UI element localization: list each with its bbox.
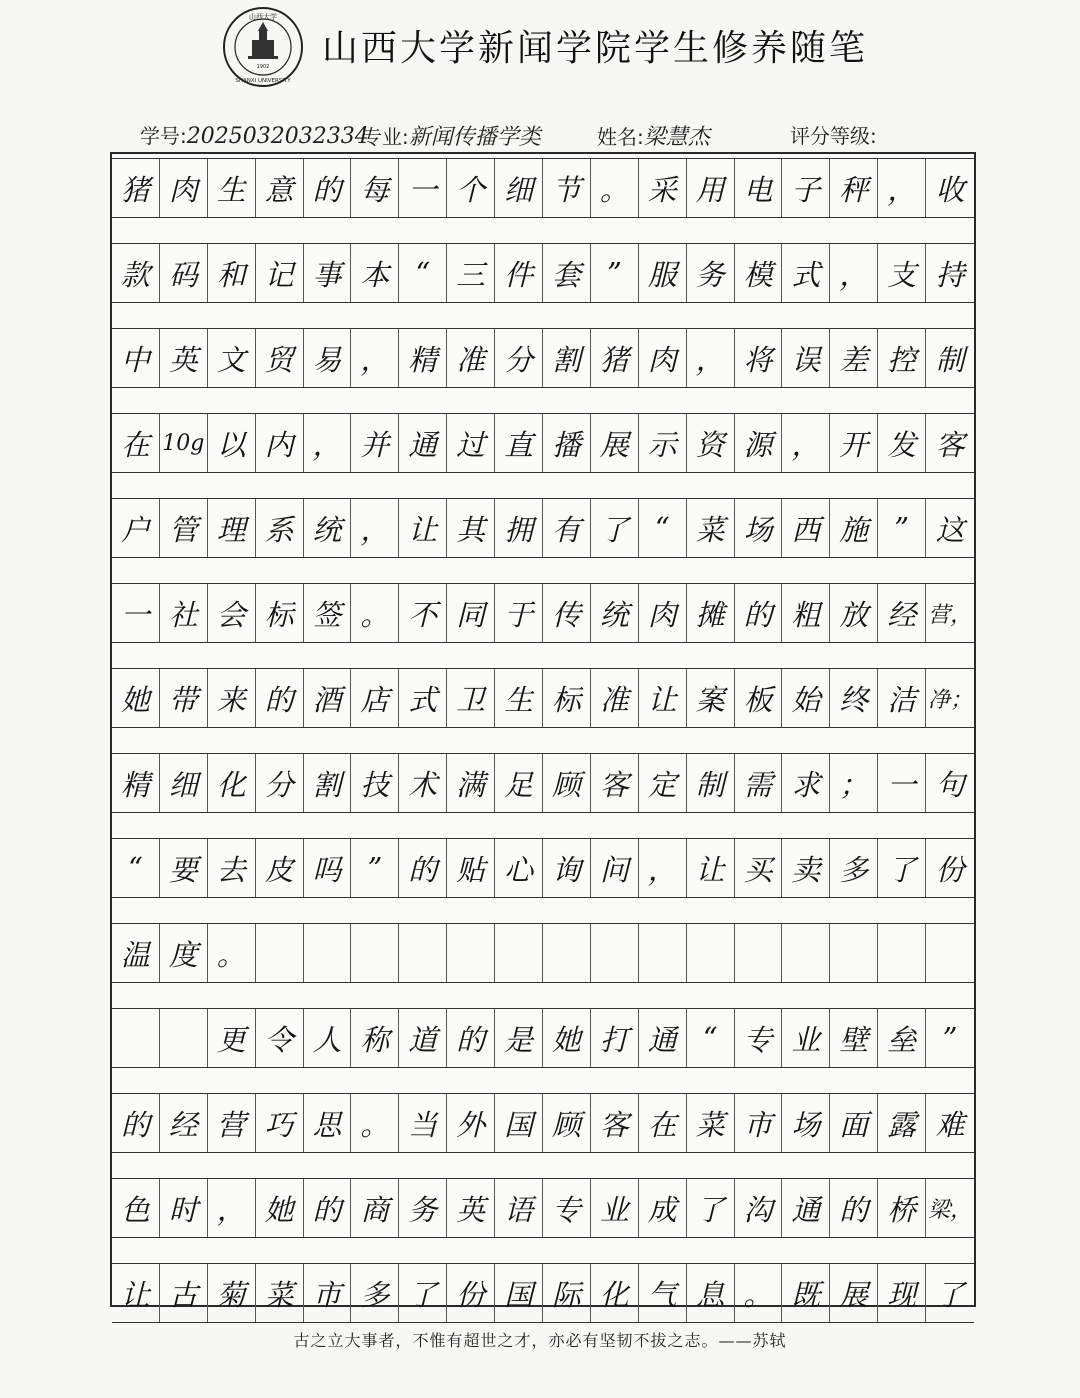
grid-cell: 让 — [639, 669, 687, 727]
grid-cell: 息 — [687, 1264, 735, 1322]
grid-cell: 场 — [782, 1094, 830, 1152]
university-seal-icon — [222, 6, 304, 88]
grid-cell: 制 — [935, 342, 965, 377]
grid-cell: 营， — [928, 602, 973, 628]
grid-cell: 带 — [160, 669, 208, 727]
footer-quote: 古之立大事者，不惟有超世之才，亦必有坚韧不拔之志。——苏轼 — [293, 1331, 787, 1350]
grid-cell — [304, 924, 352, 982]
grid-cell: 控 — [878, 329, 926, 387]
grid-cell: 肉 — [639, 584, 687, 642]
grid-cell: 商 — [351, 1179, 399, 1237]
grid-cell: 。 — [735, 1264, 783, 1322]
grade-label: 评分等级: — [790, 124, 877, 148]
grid-cell — [687, 924, 735, 982]
grid-cell — [782, 924, 830, 982]
grid-cell: 精 — [112, 754, 160, 812]
grid-cell: 示 — [639, 414, 687, 472]
grid-cell: 秤 — [830, 159, 878, 217]
grid-cell: 吗 — [304, 839, 352, 897]
grid-cell: 生 — [208, 159, 256, 217]
grid-cell: 顾 — [543, 1094, 591, 1152]
grid-cell: 制 — [687, 754, 735, 812]
grid-cell: ， — [830, 244, 878, 302]
grid-cell: 始 — [782, 669, 830, 727]
grid-cell: 问 — [591, 839, 639, 897]
major-label: 专业: — [362, 125, 409, 149]
grid-cell: 既 — [782, 1264, 830, 1322]
grid-cell: 用 — [687, 159, 735, 217]
grid-row — [112, 413, 974, 473]
grid-cell: 营 — [208, 1094, 256, 1152]
svg-text:山西大学: 山西大学 — [249, 13, 277, 21]
grid-cell: 开 — [830, 414, 878, 472]
grid-row — [112, 498, 974, 558]
grid-cell: 10g — [160, 414, 208, 472]
grid-cell: 播 — [543, 414, 591, 472]
grid-cell: 定 — [639, 754, 687, 812]
grid-cell: 个 — [447, 159, 495, 217]
grid-row — [112, 583, 974, 643]
grid-row — [112, 1093, 974, 1153]
grid-cell: 收 — [935, 172, 965, 207]
grid-cell: 和 — [208, 244, 256, 302]
name-value: 梁慧杰 — [643, 125, 710, 150]
grid-cell: 。 — [591, 159, 639, 217]
grid-cell: 句 — [935, 767, 965, 802]
grid-cell: 贸 — [256, 329, 304, 387]
grid-cell: “ — [399, 244, 447, 302]
grid-cell: 她 — [256, 1179, 304, 1237]
grid-cell: 资 — [687, 414, 735, 472]
grid-cell: 成 — [639, 1179, 687, 1237]
grid-cell — [926, 924, 974, 982]
grid-cell: 壁 — [830, 1009, 878, 1067]
grid-cell: 梁， — [928, 1197, 973, 1223]
grid-cell: 意 — [256, 159, 304, 217]
grid-row — [112, 668, 974, 728]
grid-row — [112, 1263, 974, 1323]
grid-cell: 的 — [112, 1094, 160, 1152]
grid-cell: 打 — [591, 1009, 639, 1067]
grid-cell: 事 — [304, 244, 352, 302]
grid-cell: 件 — [495, 244, 543, 302]
grid-cell: 拥 — [495, 499, 543, 557]
grid-cell: 分 — [256, 754, 304, 812]
grid-cell: 一 — [399, 159, 447, 217]
grid-cell: 桥 — [878, 1179, 926, 1237]
grid-row — [112, 158, 974, 218]
grid-cell: 气 — [639, 1264, 687, 1322]
grid-cell: 客 — [591, 1094, 639, 1152]
grid-cell: 要 — [160, 839, 208, 897]
grid-cell: 去 — [208, 839, 256, 897]
grid-cell: 误 — [782, 329, 830, 387]
student-id-value: 2025032032334 — [186, 124, 369, 149]
grid-cell: ” — [591, 244, 639, 302]
grid-cell: 足 — [495, 754, 543, 812]
grid-cell: 满 — [447, 754, 495, 812]
grid-cell: 直 — [495, 414, 543, 472]
grid-cell: 通 — [639, 1009, 687, 1067]
grid-cell: 子 — [782, 159, 830, 217]
grid-cell: 称 — [351, 1009, 399, 1067]
grid-cell: 专 — [543, 1179, 591, 1237]
grid-cell: 的 — [447, 1009, 495, 1067]
grid-cell: 需 — [735, 754, 783, 812]
grid-cell: 色 — [112, 1179, 160, 1237]
grid-cell: 份 — [935, 852, 965, 887]
grid-cell: 标 — [543, 669, 591, 727]
grid-cell: 了 — [399, 1264, 447, 1322]
grid-cell: 准 — [591, 669, 639, 727]
grid-cell — [447, 924, 495, 982]
grid-cell: 市 — [735, 1094, 783, 1152]
grid-cell — [543, 924, 591, 982]
grid-cell: 化 — [208, 754, 256, 812]
grid-cell: 务 — [399, 1179, 447, 1237]
grid-cell: 的 — [735, 584, 783, 642]
grid-cell: 精 — [399, 329, 447, 387]
grid-cell: 经 — [878, 584, 926, 642]
grid-cell: 了 — [935, 1277, 965, 1312]
grid-cell: 度 — [160, 924, 208, 982]
grid-cell: 一 — [112, 584, 160, 642]
grid-cell: 于 — [495, 584, 543, 642]
grid-cell: 面 — [830, 1094, 878, 1152]
writing-grid — [110, 152, 976, 1312]
grid-cell: 式 — [782, 244, 830, 302]
grid-cell: 将 — [735, 329, 783, 387]
grid-cell: 案 — [687, 669, 735, 727]
grid-cell: 令 — [256, 1009, 304, 1067]
grid-cell: 客 — [591, 754, 639, 812]
grid-cell: 签 — [304, 584, 352, 642]
grid-cell: 人 — [304, 1009, 352, 1067]
grid-cell: 际 — [543, 1264, 591, 1322]
grid-cell: 询 — [543, 839, 591, 897]
grid-cell: 化 — [591, 1264, 639, 1322]
grid-cell: 了 — [591, 499, 639, 557]
grid-cell: 国 — [495, 1094, 543, 1152]
grid-cell: 多 — [830, 839, 878, 897]
grid-cell: 文 — [208, 329, 256, 387]
grid-cell: 业 — [591, 1179, 639, 1237]
grid-cell: 是 — [495, 1009, 543, 1067]
grid-cell — [256, 924, 304, 982]
grid-cell: 净； — [928, 687, 973, 713]
grid-cell: 顾 — [543, 754, 591, 812]
grid-cell: 店 — [351, 669, 399, 727]
grid-cell: 细 — [495, 159, 543, 217]
grid-cell: 支 — [878, 244, 926, 302]
grid-cell: 猪 — [591, 329, 639, 387]
grid-cell: 每 — [351, 159, 399, 217]
grid-cell: 管 — [160, 499, 208, 557]
grid-cell: 节 — [543, 159, 591, 217]
grid-cell: 电 — [735, 159, 783, 217]
grid-cell: 的 — [830, 1179, 878, 1237]
page-header — [0, 0, 1080, 100]
grid-cell: 其 — [447, 499, 495, 557]
grid-cell: 发 — [878, 414, 926, 472]
grid-cell: 细 — [160, 754, 208, 812]
grid-cell: 英 — [160, 329, 208, 387]
grid-cell: 份 — [447, 1264, 495, 1322]
grid-cell: 让 — [112, 1264, 160, 1322]
grid-cell: 客 — [935, 427, 965, 462]
grid-cell: 持 — [935, 257, 965, 292]
grid-cell: 过 — [447, 414, 495, 472]
grid-cell: 准 — [447, 329, 495, 387]
grade-field — [790, 120, 877, 150]
grid-row — [112, 923, 974, 983]
grid-cell: 术 — [399, 754, 447, 812]
svg-text:1902: 1902 — [256, 64, 270, 70]
grid-cell: 时 — [160, 1179, 208, 1237]
grid-cell: 放 — [830, 584, 878, 642]
grid-cell: 款 — [112, 244, 160, 302]
grid-cell: 菜 — [687, 1094, 735, 1152]
grid-cell: 沟 — [735, 1179, 783, 1237]
grid-cell: 国 — [495, 1264, 543, 1322]
grid-cell: 内 — [256, 414, 304, 472]
grid-cell: 语 — [495, 1179, 543, 1237]
grid-cell: 卫 — [447, 669, 495, 727]
grid-cell: 买 — [735, 839, 783, 897]
grid-cell: 经 — [160, 1094, 208, 1152]
grid-cell — [495, 924, 543, 982]
grid-cell: 业 — [782, 1009, 830, 1067]
grid-cell: 差 — [830, 329, 878, 387]
grid-cell: 让 — [399, 499, 447, 557]
grid-cell: 专 — [735, 1009, 783, 1067]
grid-cell: 贴 — [447, 839, 495, 897]
grid-cell: 不 — [399, 584, 447, 642]
grid-cell: 菜 — [256, 1264, 304, 1322]
grid-cell: 道 — [399, 1009, 447, 1067]
student-id-label: 学号: — [140, 124, 187, 148]
grid-cell: 温 — [112, 924, 160, 982]
grid-cell: 酒 — [304, 669, 352, 727]
grid-row — [112, 1178, 974, 1238]
grid-cell: 分 — [495, 329, 543, 387]
grid-cell: 外 — [447, 1094, 495, 1152]
grid-cell: 理 — [208, 499, 256, 557]
grid-cell: 在 — [639, 1094, 687, 1152]
grid-cell — [160, 1009, 208, 1067]
grid-cell: 同 — [447, 584, 495, 642]
grid-cell — [112, 1009, 160, 1067]
grid-cell — [591, 924, 639, 982]
major-value: 新闻传播学类 — [408, 125, 541, 150]
grid-cell: 来 — [208, 669, 256, 727]
grid-cell: 务 — [687, 244, 735, 302]
grid-cell — [399, 924, 447, 982]
grid-cell: 皮 — [256, 839, 304, 897]
grid-cell: 记 — [256, 244, 304, 302]
grid-cell: 中 — [112, 329, 160, 387]
grid-cell: 社 — [160, 584, 208, 642]
grid-cell: 难 — [935, 1107, 965, 1142]
grid-cell: 的 — [304, 1179, 352, 1237]
grid-cell: 终 — [830, 669, 878, 727]
grid-cell: 现 — [878, 1264, 926, 1322]
grid-cell: ” — [942, 1021, 958, 1055]
grid-cell: 在 — [112, 414, 160, 472]
grid-cell: 系 — [256, 499, 304, 557]
name-label: 姓名: — [597, 125, 644, 149]
grid-cell: 展 — [830, 1264, 878, 1322]
grid-cell: 技 — [351, 754, 399, 812]
grid-cell: ， — [782, 414, 830, 472]
grid-cell: ， — [208, 1179, 256, 1237]
grid-row — [112, 838, 974, 898]
grid-cell: 割 — [304, 754, 352, 812]
grid-cell: ” — [878, 499, 926, 557]
grid-cell: 她 — [543, 1009, 591, 1067]
grid-row — [112, 243, 974, 303]
grid-row — [112, 328, 974, 388]
grid-cell: 求 — [782, 754, 830, 812]
grid-cell: 以 — [208, 414, 256, 472]
grid-cell: 古 — [160, 1264, 208, 1322]
grid-cell: 多 — [351, 1264, 399, 1322]
grid-cell: 摊 — [687, 584, 735, 642]
grid-cell — [830, 924, 878, 982]
grid-row — [112, 1008, 974, 1068]
grid-cell: 。 — [208, 924, 256, 982]
grid-cell: 露 — [878, 1094, 926, 1152]
grid-cell: 垒 — [878, 1009, 926, 1067]
grid-cell: 并 — [351, 414, 399, 472]
grid-cell: 生 — [495, 669, 543, 727]
grid-cell: 场 — [735, 499, 783, 557]
student-id-field — [140, 120, 369, 150]
major-field — [362, 120, 541, 150]
grid-cell — [878, 924, 926, 982]
grid-cell: 割 — [543, 329, 591, 387]
grid-cell: 统 — [591, 584, 639, 642]
grid-cell: 的 — [256, 669, 304, 727]
grid-cell: 猪 — [112, 159, 160, 217]
grid-cell: 统 — [304, 499, 352, 557]
grid-cell: 有 — [543, 499, 591, 557]
grid-cell: 的 — [399, 839, 447, 897]
grid-cell: 。 — [351, 1094, 399, 1152]
page-title: 山西大学新闻学院学生修养随笔 — [322, 28, 869, 69]
grid-cell: 洁 — [878, 669, 926, 727]
grid-cell: 粗 — [782, 584, 830, 642]
grid-cell: 这 — [935, 512, 965, 547]
grid-row — [112, 753, 974, 813]
grid-cell: “ — [687, 1009, 735, 1067]
grid-cell — [351, 924, 399, 982]
grid-cell: 易 — [304, 329, 352, 387]
grid-cell: “ — [112, 839, 160, 897]
grid-cell: 套 — [543, 244, 591, 302]
grid-cell: 标 — [256, 584, 304, 642]
grid-cell: 源 — [735, 414, 783, 472]
grid-cell: 式 — [399, 669, 447, 727]
grid-cell: 更 — [208, 1009, 256, 1067]
grid-cell: 当 — [399, 1094, 447, 1152]
grid-cell: 心 — [495, 839, 543, 897]
grid-cell: 一 — [878, 754, 926, 812]
grid-cell: 通 — [399, 414, 447, 472]
grid-cell: ， — [878, 159, 926, 217]
grid-cell: 巧 — [256, 1094, 304, 1152]
grid-cell: 三 — [447, 244, 495, 302]
grid-cell: 采 — [639, 159, 687, 217]
grid-cell: 她 — [112, 669, 160, 727]
grid-cell — [735, 924, 783, 982]
grid-cell: ； — [830, 754, 878, 812]
grid-cell: 服 — [639, 244, 687, 302]
grid-cell: 会 — [208, 584, 256, 642]
grid-cell: 展 — [591, 414, 639, 472]
grid-cell: ， — [304, 414, 352, 472]
grid-cell: 模 — [735, 244, 783, 302]
grid-cell: 。 — [351, 584, 399, 642]
grid-cell: 菜 — [687, 499, 735, 557]
grid-cell: 思 — [304, 1094, 352, 1152]
grid-cell: 通 — [782, 1179, 830, 1237]
grid-cell: ” — [351, 839, 399, 897]
grid-cell: ， — [351, 329, 399, 387]
grid-cell: 的 — [304, 159, 352, 217]
grid-cell: 码 — [160, 244, 208, 302]
grid-cell: 板 — [735, 669, 783, 727]
grid-cell: 市 — [304, 1264, 352, 1322]
grid-cell: 了 — [878, 839, 926, 897]
grid-cell: 让 — [687, 839, 735, 897]
grid-cell: “ — [639, 499, 687, 557]
grid-cell — [639, 924, 687, 982]
grid-cell: 菊 — [208, 1264, 256, 1322]
grid-cell: 卖 — [782, 839, 830, 897]
grid-cell: ， — [639, 839, 687, 897]
grid-cell: 传 — [543, 584, 591, 642]
name-field — [597, 120, 710, 150]
grid-cell: 肉 — [639, 329, 687, 387]
grid-cell: 英 — [447, 1179, 495, 1237]
grid-cell: ， — [351, 499, 399, 557]
grid-cell: 肉 — [160, 159, 208, 217]
grid-cell: 施 — [830, 499, 878, 557]
svg-text:SHANXI UNIVERSITY: SHANXI UNIVERSITY — [235, 78, 291, 84]
grid-cell: 本 — [351, 244, 399, 302]
grid-cell: 了 — [687, 1179, 735, 1237]
grid-cell: 西 — [782, 499, 830, 557]
grid-cell: 户 — [112, 499, 160, 557]
grid-cell: ， — [687, 329, 735, 387]
